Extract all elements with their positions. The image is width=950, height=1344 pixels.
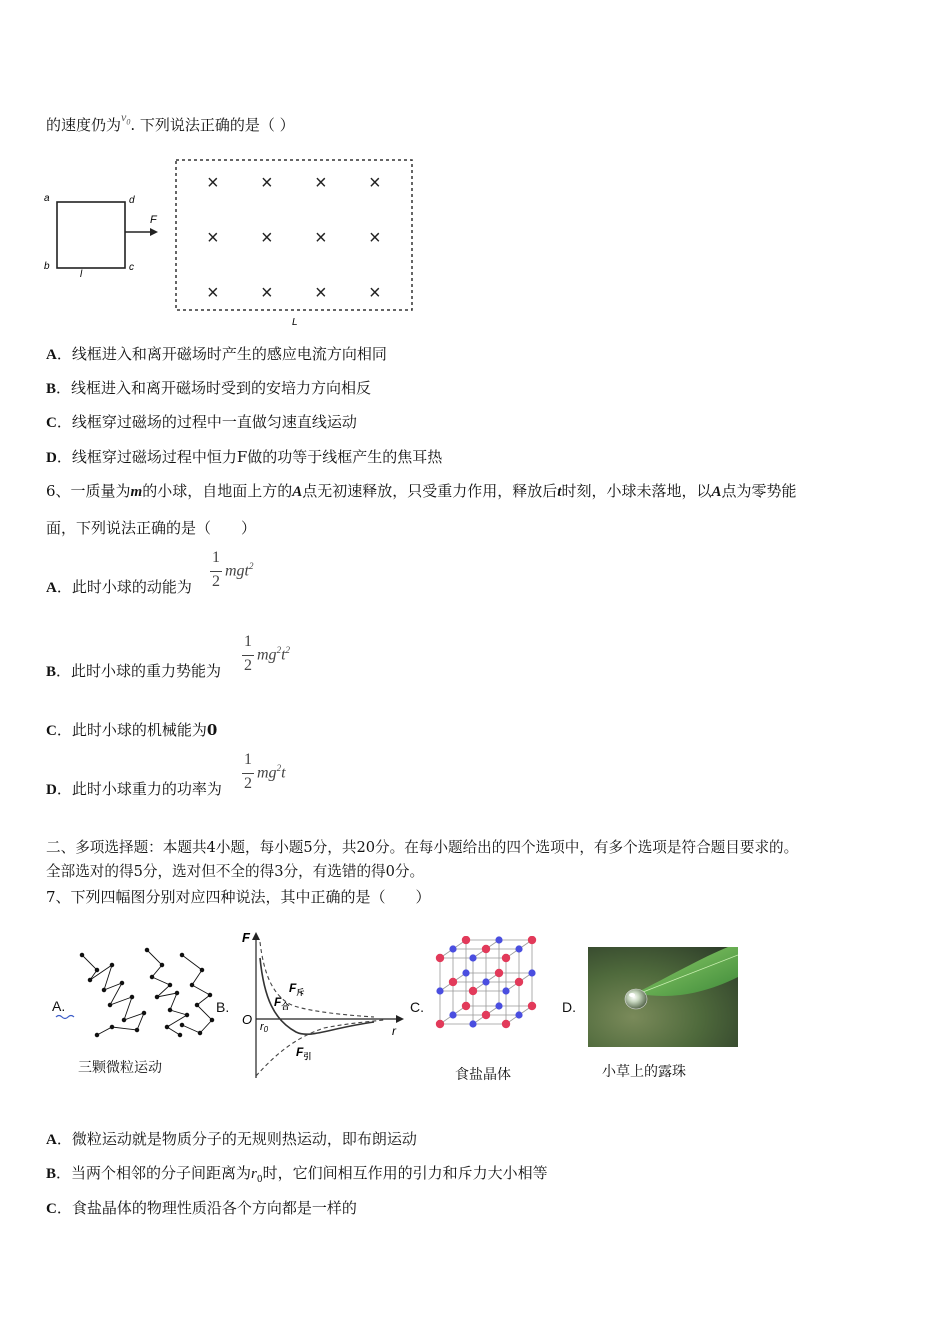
particle-position	[95, 1033, 99, 1037]
chloride-ion	[469, 954, 476, 961]
chloride-ion	[469, 1020, 476, 1027]
particle-position	[200, 968, 204, 972]
label-l: l	[80, 269, 83, 280]
chloride-ion	[495, 936, 502, 943]
sodium-ion	[502, 954, 510, 962]
field-crosses	[207, 172, 381, 304]
particle-position	[122, 1018, 126, 1022]
chloride-ion	[515, 945, 522, 952]
q5-stem: 的速度仍为$^{v_0}$. 下列说法正确的是（ ）	[46, 110, 295, 134]
dewdrop	[625, 989, 647, 1009]
particle-position	[135, 1028, 139, 1032]
sodium-ion	[495, 969, 503, 977]
field-cross: ×	[315, 227, 327, 249]
q6-option-a[interactable]: A．此时小球的动能为	[46, 578, 192, 596]
q5-magnetic-field-figure	[40, 155, 420, 330]
sodium-ion	[482, 1011, 490, 1019]
sodium-ion	[528, 936, 536, 944]
particle-position	[80, 953, 84, 957]
q7-option-a[interactable]: A．微粒运动就是物质分子的无规则热运动，即布朗运动	[46, 1130, 417, 1148]
dewdrop-photo	[588, 947, 738, 1047]
label-d: d	[129, 195, 135, 206]
q7-stem: 7、下列四幅图分别对应四种说法，其中正确的是（ ）	[46, 888, 431, 906]
r0-label: r0	[260, 1021, 269, 1034]
particle-position	[150, 975, 154, 979]
force-arrowhead	[150, 228, 158, 236]
particle-position	[110, 1025, 114, 1029]
field-cross: ×	[369, 172, 381, 194]
particle-position	[180, 953, 184, 957]
particle-position	[110, 963, 114, 967]
label-F-attractive: $F_引$	[296, 1045, 312, 1061]
sodium-ion	[462, 936, 470, 944]
field-cross: ×	[261, 172, 273, 194]
fig-c-letter: C.	[410, 999, 424, 1015]
q6-option-b[interactable]: B．此时小球的重力势能为	[46, 662, 222, 680]
q5-option-c[interactable]: C．线框穿过磁场的过程中一直做匀速直线运动	[46, 413, 357, 431]
origin-label: O	[242, 1012, 253, 1027]
particle-position	[95, 968, 99, 972]
sodium-ion	[436, 1020, 444, 1028]
sodium-ion	[528, 1002, 536, 1010]
q6-option-d[interactable]: D．此时小球重力的功率为	[46, 780, 222, 798]
lattice-ions	[436, 936, 536, 1028]
field-cross: ×	[207, 172, 219, 194]
chloride-ion	[462, 969, 469, 976]
fig-b-letter: B.	[216, 999, 230, 1015]
particle-position	[165, 1025, 169, 1029]
particle-position	[178, 1033, 182, 1037]
chloride-ion	[528, 969, 535, 976]
particle-position	[108, 1003, 112, 1007]
label-F: F	[150, 214, 157, 226]
particle-path	[182, 955, 212, 1033]
particle-position	[175, 991, 179, 995]
q5-option-b[interactable]: B．线框进入和离开磁场时受到的安培力方向相反	[46, 379, 372, 397]
dewdrop-highlight	[629, 993, 635, 997]
particle-position	[198, 1031, 202, 1035]
molecular-force-graph	[234, 928, 409, 1083]
particle-position	[195, 1003, 199, 1007]
particle-position	[208, 993, 212, 997]
chloride-ion	[449, 1011, 456, 1018]
chloride-ion	[515, 1011, 522, 1018]
q7-option-b[interactable]: B．当两个相邻的分子间距离为$r_0$时，它们间相互作用的引力和斥力大小相等	[46, 1164, 548, 1185]
fig-a-letter: A.	[52, 998, 66, 1014]
sodium-ion	[502, 1020, 510, 1028]
fig-d-caption: 小草上的露珠	[602, 1063, 686, 1079]
particle-position	[102, 988, 106, 992]
chloride-ion	[495, 1002, 502, 1009]
label-L: L	[292, 317, 298, 328]
particle-position	[168, 983, 172, 987]
label-F-net: $F_合$	[274, 995, 290, 1011]
field-cross: ×	[369, 227, 381, 249]
axis-label-r: r	[392, 1024, 396, 1038]
chloride-ion	[502, 987, 509, 994]
r-axis-arrow	[396, 1015, 404, 1023]
field-cross: ×	[261, 282, 273, 304]
fig-c-caption: 食盐晶体	[455, 1066, 511, 1082]
particle-position	[185, 1013, 189, 1017]
chloride-ion	[436, 987, 443, 994]
axis-label-F: F	[242, 930, 250, 945]
wire-frame	[57, 202, 125, 268]
fig-d-letter: D.	[562, 999, 576, 1015]
sodium-ion	[469, 987, 477, 995]
label-F-repulsive: $F_斥$	[289, 981, 305, 997]
particle-position	[160, 963, 164, 967]
label-a: a	[44, 193, 50, 204]
particle-path	[147, 950, 187, 1035]
field-cross: ×	[369, 282, 381, 304]
field-cross: ×	[207, 282, 219, 304]
particle-position	[155, 995, 159, 999]
label-c: c	[129, 262, 134, 273]
sodium-ion	[462, 1002, 470, 1010]
chloride-ion	[449, 945, 456, 952]
particle-position	[180, 1023, 184, 1027]
particle-position	[142, 1011, 146, 1015]
particle-position	[120, 981, 124, 985]
particle-position	[168, 1008, 172, 1012]
field-cross: ×	[207, 227, 219, 249]
particle-position	[130, 995, 134, 999]
field-cross: ×	[315, 282, 327, 304]
q6-option-c[interactable]: C．此时小球的机械能为0	[46, 721, 218, 739]
particle-position	[88, 978, 92, 982]
brownian-motion-figure	[52, 935, 217, 1050]
section2-heading-line1: 二、多项选择题：本题共4小题，每小题5分，共20分。在每小题给出的四个选项中，有多个选项是符合题目要求的。	[46, 839, 799, 856]
field-cross: ×	[261, 227, 273, 249]
particle-position	[190, 983, 194, 987]
particle-paths	[80, 948, 214, 1037]
chloride-ion	[482, 978, 489, 985]
sodium-ion	[436, 954, 444, 962]
sodium-ion	[515, 978, 523, 986]
sodium-ion	[482, 945, 490, 953]
field-cross: ×	[315, 172, 327, 194]
particle-position	[145, 948, 149, 952]
fig-a-caption: 三颗微粒运动	[78, 1059, 162, 1075]
attractive-curve	[256, 1020, 384, 1076]
q6-stem-line1: 6、一质量为m的小球，自地面上方的A点无初速释放，只受重力作用，释放后t时刻，小球未落地，以A点为零势能	[46, 482, 797, 500]
f-axis-arrow	[252, 932, 260, 940]
q6-stem-line2: 面，下列说法正确的是（ ）	[46, 519, 257, 537]
scale-mark	[56, 1016, 74, 1019]
sodium-ion	[449, 978, 457, 986]
q5-option-d[interactable]: D．线框穿过磁场过程中恒力F做的功等于线框产生的焦耳热	[46, 448, 443, 466]
label-b: b	[44, 261, 50, 272]
salt-crystal-lattice	[428, 936, 563, 1054]
particle-position	[210, 1018, 214, 1022]
q7-option-c[interactable]: C．食盐晶体的物理性质沿各个方向都是一样的	[46, 1199, 357, 1217]
q5-option-a[interactable]: A．线框进入和离开磁场时产生的感应电流方向相同	[46, 345, 387, 363]
section2-heading-line2: 全部选对的得5分，选对但不全的得3分，有选错的得0分。	[46, 863, 425, 880]
